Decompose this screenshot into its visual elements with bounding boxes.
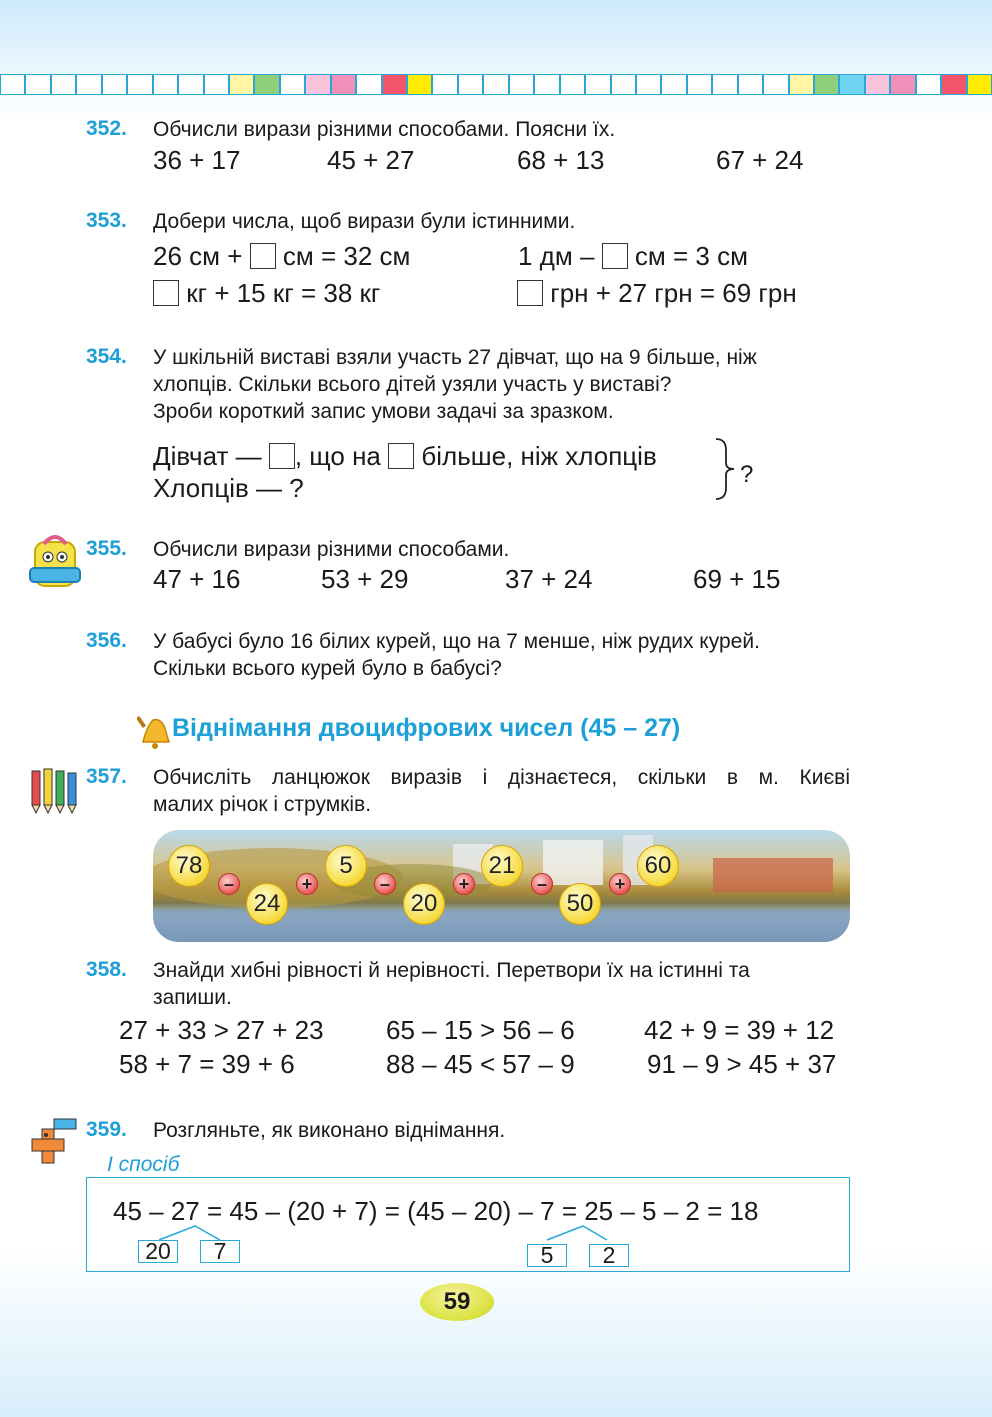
comparison: 88 – 45 < 57 – 9 [386, 1049, 575, 1079]
chain-number: 20 [403, 883, 445, 925]
equation-part: 26 см + [153, 241, 243, 271]
strip-square [331, 74, 356, 95]
strip-square [153, 74, 178, 95]
expression: 67 + 24 [716, 145, 804, 175]
equation-row [518, 241, 748, 272]
exercise-text-line: Знайди хибні рівності й нерівності. Перетвори їх на істинні та [153, 959, 750, 982]
pencils-icon [28, 765, 80, 815]
answer-box[interactable] [388, 443, 414, 469]
chain-operator: – [218, 873, 240, 895]
page-number: 59 [420, 1283, 494, 1321]
exercise-text: Добери числа, щоб вирази були істинними. [153, 210, 576, 233]
comparison: 91 – 9 > 45 + 37 [647, 1049, 837, 1079]
exercise-text-line: У бабусі було 16 білих курей, що на 7 менше, ніж рудих курей. [153, 630, 760, 653]
exercise-text-line: Обчисліть ланцюжок виразів і дізнаєтеся, скільки в м. Києві [153, 766, 850, 789]
strip-square [661, 74, 686, 95]
strip-square [585, 74, 610, 95]
exercise-text: Розгляньте, як виконано віднімання. [153, 1119, 506, 1142]
equation-part: см = 32 см [282, 241, 411, 271]
strip-square [127, 74, 152, 95]
strip-square [280, 74, 305, 95]
strip-square [967, 74, 992, 95]
strip-square [102, 74, 127, 95]
exercise-text-line: малих річок і струмків. [153, 793, 372, 816]
strip-square [865, 74, 890, 95]
chain-operator: – [531, 873, 553, 895]
expression: 69 + 15 [693, 564, 781, 594]
equation-row [153, 241, 410, 272]
chain-operator: – [374, 873, 396, 895]
strip-square [51, 74, 76, 95]
question-mark: ? [740, 461, 754, 488]
strip-square [560, 74, 585, 95]
equation-part: 1 дм – [518, 241, 595, 271]
strip-square [178, 74, 203, 95]
method-label: І спосіб [107, 1153, 180, 1176]
answer-box[interactable] [269, 443, 295, 469]
comparison: 42 + 9 = 39 + 12 [644, 1015, 835, 1045]
equation-row [153, 278, 380, 309]
comparison: 58 + 7 = 39 + 6 [119, 1049, 295, 1079]
comparison: 65 – 15 > 56 – 6 [386, 1015, 575, 1045]
chain-number: 78 [168, 845, 210, 887]
exercise-text-line: У шкільній виставі взяли участь 27 дівчат, що на 9 більше, ніж [153, 346, 757, 369]
chain-number: 60 [637, 845, 679, 887]
strip-square [204, 74, 229, 95]
strip-square [407, 74, 432, 95]
decorative-strip [0, 73, 992, 98]
answer-box[interactable] [153, 280, 179, 306]
strip-square [712, 74, 737, 95]
strip-square [356, 74, 381, 95]
exercise-number: 355. [86, 537, 127, 560]
split-box: 7 [200, 1240, 240, 1263]
strip-square [636, 74, 661, 95]
strip-square [509, 74, 534, 95]
strip-square [25, 74, 50, 95]
strip-square [305, 74, 330, 95]
plus-character-icon [28, 1115, 82, 1167]
exercise-number: 354. [86, 345, 127, 368]
answer-box[interactable] [602, 243, 628, 269]
chain-operator: + [296, 873, 318, 895]
strip-square [458, 74, 483, 95]
strip-square [890, 74, 915, 95]
exercise-text: Обчисли вирази різними способами. [153, 538, 510, 561]
expression: 47 + 16 [153, 564, 241, 594]
exercise-text-line: Скільки всього курей було в бабусі? [153, 657, 502, 680]
chain-number: 5 [325, 845, 367, 887]
comparison: 27 + 33 > 27 + 23 [119, 1015, 324, 1045]
curly-brace-icon [712, 436, 742, 502]
strip-square [254, 74, 279, 95]
equation-part: грн + 27 грн = 69 грн [550, 278, 797, 308]
chain-operator: + [453, 873, 475, 895]
exercise-text-line: хлопців. Скільки всього дітей узяли участь у виставі? [153, 373, 672, 396]
equation-row [517, 278, 797, 309]
exercise-text-line: Зроби короткий запис умови задачі за зразком. [153, 400, 614, 423]
answer-box[interactable] [250, 243, 276, 269]
exercise-number: 352. [86, 117, 127, 140]
exercise-text: Обчисли вирази різними способами. Поясни їх. [153, 118, 616, 141]
chain-operator: + [609, 873, 631, 895]
exercise-number: 359. [86, 1118, 127, 1141]
strip-square [687, 74, 712, 95]
strip-square [941, 74, 966, 95]
exercise-number: 357. [86, 765, 127, 788]
split-box: 2 [589, 1244, 629, 1267]
strip-square [483, 74, 508, 95]
equation-part: см = 3 см [634, 241, 748, 271]
strip-square [611, 74, 636, 95]
exercise-text-line: запиши. [153, 986, 232, 1009]
chain-number: 21 [481, 845, 523, 887]
short-record-line: Хлопців — ? [153, 473, 304, 503]
chain-number: 50 [559, 883, 601, 925]
strip-square [814, 74, 839, 95]
record-part: Дівчат — [153, 441, 262, 471]
strip-square [432, 74, 457, 95]
exercise-number: 358. [86, 958, 127, 981]
strip-square [789, 74, 814, 95]
exercise-number: 356. [86, 629, 127, 652]
record-part: більше, ніж хлопців [421, 441, 657, 471]
chain-number: 24 [246, 883, 288, 925]
expression: 53 + 29 [321, 564, 409, 594]
exercise-number: 353. [86, 209, 127, 232]
answer-box[interactable] [517, 280, 543, 306]
bell-icon [137, 712, 171, 750]
expression: 45 + 27 [327, 145, 415, 175]
expression: 37 + 24 [505, 564, 593, 594]
split-box: 20 [138, 1240, 178, 1263]
strip-square [738, 74, 763, 95]
backpack-icon [26, 532, 84, 590]
strip-square [839, 74, 864, 95]
strip-square [534, 74, 559, 95]
solution-equation: 45 – 27 = 45 – (20 + 7) = (45 – 20) – 7 = 25 – 5 – 2 = 18 [113, 1196, 759, 1226]
strip-square [763, 74, 788, 95]
strip-square [0, 74, 25, 95]
expression: 36 + 17 [153, 145, 241, 175]
short-record-line [153, 441, 657, 472]
strip-square [229, 74, 254, 95]
expression: 68 + 13 [517, 145, 605, 175]
strip-square [382, 74, 407, 95]
record-part: , що на [294, 441, 381, 471]
strip-square [916, 74, 941, 95]
equation-part: кг + 15 кг = 38 кг [186, 278, 381, 308]
section-heading: Віднімання двоцифрових чисел (45 – 27) [172, 714, 681, 742]
strip-square [76, 74, 101, 95]
split-box: 5 [527, 1244, 567, 1267]
